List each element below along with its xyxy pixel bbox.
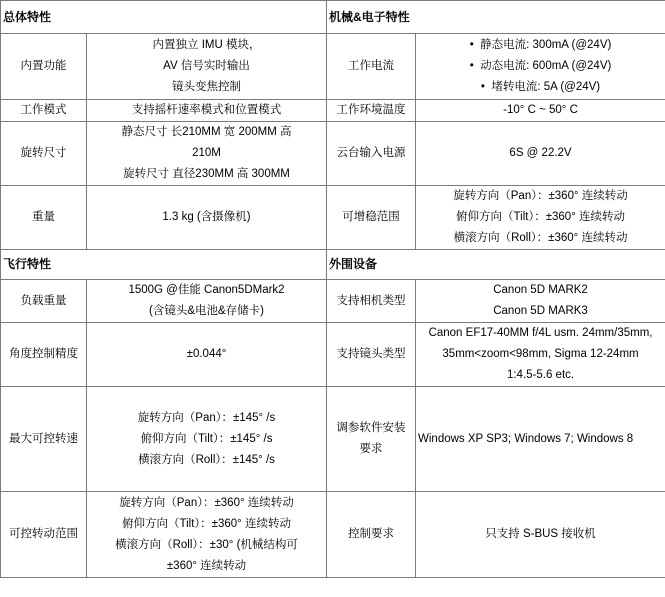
range-line: ±360° 连续转动 xyxy=(166,559,247,572)
section-title-periph: 外围设备 xyxy=(327,250,665,280)
lens-label: 支持镜头类型 xyxy=(327,323,416,387)
payload-label: 负载重量 xyxy=(1,280,87,323)
table-row xyxy=(1,492,665,578)
payload-line: 1500G @佳能 Canon5DMark2 xyxy=(128,284,285,296)
maxrate-value xyxy=(87,387,327,492)
table-row xyxy=(1,122,665,186)
weight-value: 1.3 kg (含摄像机) xyxy=(87,186,327,250)
angle-value: ±0.044° xyxy=(87,323,327,387)
builtin-label: 内置功能 xyxy=(1,34,87,100)
range-line: 旋转方向（Pan）：±360° 连续转动 xyxy=(119,496,294,509)
range-line: 横滚方向（Roll）：±30° (机械结构可 xyxy=(115,538,298,551)
stab-line: 旋转方向（Pan）：±360° 连续转动 xyxy=(453,190,628,202)
mode-label: 工作模式 xyxy=(1,100,87,122)
builtin-value xyxy=(87,34,327,100)
rot-size-line: 静态尺寸 长210MM 宽 200MM 高 xyxy=(121,126,292,138)
builtin-line: 镜头变焦控制 xyxy=(172,81,241,93)
angle-label: 角度控制精度 xyxy=(1,323,87,387)
current-label: 工作电流 xyxy=(327,34,416,100)
lens-line: Canon EF17-40MM f/4L usm. 24mm/35mm, xyxy=(428,327,653,339)
mode-value: 支持摇杆速率模式和位置模式 xyxy=(87,100,327,122)
table-row xyxy=(1,280,665,323)
maxrate-line: 俯仰方向（Tilt）：±145° /s xyxy=(140,432,273,445)
range-value xyxy=(87,492,327,578)
power-label: 云台输入电源 xyxy=(327,122,416,186)
temp-value: -10° C ~ 50° C xyxy=(416,100,665,122)
range-line: 俯仰方向（Tilt）：±360° 连续转动 xyxy=(122,517,291,530)
current-line: • 堵转电流: 5A (@24V) xyxy=(418,77,663,98)
current-line: • 静态电流: 300mA (@24V) xyxy=(418,35,663,56)
stab-line: 俯仰方向（Tilt）：±360° 连续转动 xyxy=(456,211,625,223)
software-label xyxy=(327,387,416,492)
stab-value xyxy=(416,186,665,250)
lens-line: 1:4.5-5.6 etc. xyxy=(506,369,575,381)
power-value: 6S @ 22.2V xyxy=(416,122,665,186)
software-label-line: 调参软件安装 xyxy=(336,422,406,434)
section-title-flight: 飞行特性 xyxy=(1,250,327,280)
range-label: 可控转动范围 xyxy=(1,492,87,578)
lens-value xyxy=(416,323,665,387)
rot-size-line: 旋转尺寸 直径230MM 高 300MM xyxy=(123,168,290,180)
rot-size-value xyxy=(87,122,327,186)
temp-label: 工作环境温度 xyxy=(327,100,416,122)
lens-line: 35mm<zoom<98mm, Sigma 12-24mm xyxy=(442,348,639,360)
section-header-row xyxy=(1,1,665,34)
current-value xyxy=(416,34,665,100)
builtin-line: 内置独立 IMU 模块， xyxy=(152,39,261,51)
maxrate-line: 旋转方向（Pan）：±145° /s xyxy=(137,411,276,424)
section-title-mech: 机械&电子特性 xyxy=(327,1,665,34)
maxrate-label: 最大可控转速 xyxy=(1,387,87,492)
builtin-line: AV 信号实时输出 xyxy=(163,60,250,72)
software-value: Windows XP SP3; Windows 7; Windows 8 xyxy=(416,387,665,492)
table-row xyxy=(1,323,665,387)
camera-line: Canon 5D MARK3 xyxy=(493,305,588,317)
section-title-overall: 总体特性 xyxy=(1,1,327,34)
current-line: • 动态电流: 600mA (@24V) xyxy=(418,56,663,77)
stab-line: 横滚方向（Roll）：±360° 连续转动 xyxy=(453,232,628,244)
weight-label: 重量 xyxy=(1,186,87,250)
table-row xyxy=(1,186,665,250)
payload-value xyxy=(87,280,327,323)
maxrate-line: 横滚方向（Roll）：±145° /s xyxy=(138,453,275,466)
rot-size-line: 210M xyxy=(192,147,221,159)
software-label-line: 要求 xyxy=(359,443,383,455)
section-header-row xyxy=(1,250,665,280)
stab-label: 可增稳范围 xyxy=(327,186,416,250)
table-row xyxy=(1,34,665,100)
camera-value xyxy=(416,280,665,323)
control-value: 只支持 S-BUS 接收机 xyxy=(416,492,665,578)
table-row xyxy=(1,387,665,492)
camera-label: 支持相机类型 xyxy=(327,280,416,323)
control-label: 控制要求 xyxy=(327,492,416,578)
payload-line: (含镜头&电池&存储卡) xyxy=(149,305,264,317)
rot-size-label: 旋转尺寸 xyxy=(1,122,87,186)
table-row xyxy=(1,100,665,122)
camera-line: Canon 5D MARK2 xyxy=(493,284,588,296)
